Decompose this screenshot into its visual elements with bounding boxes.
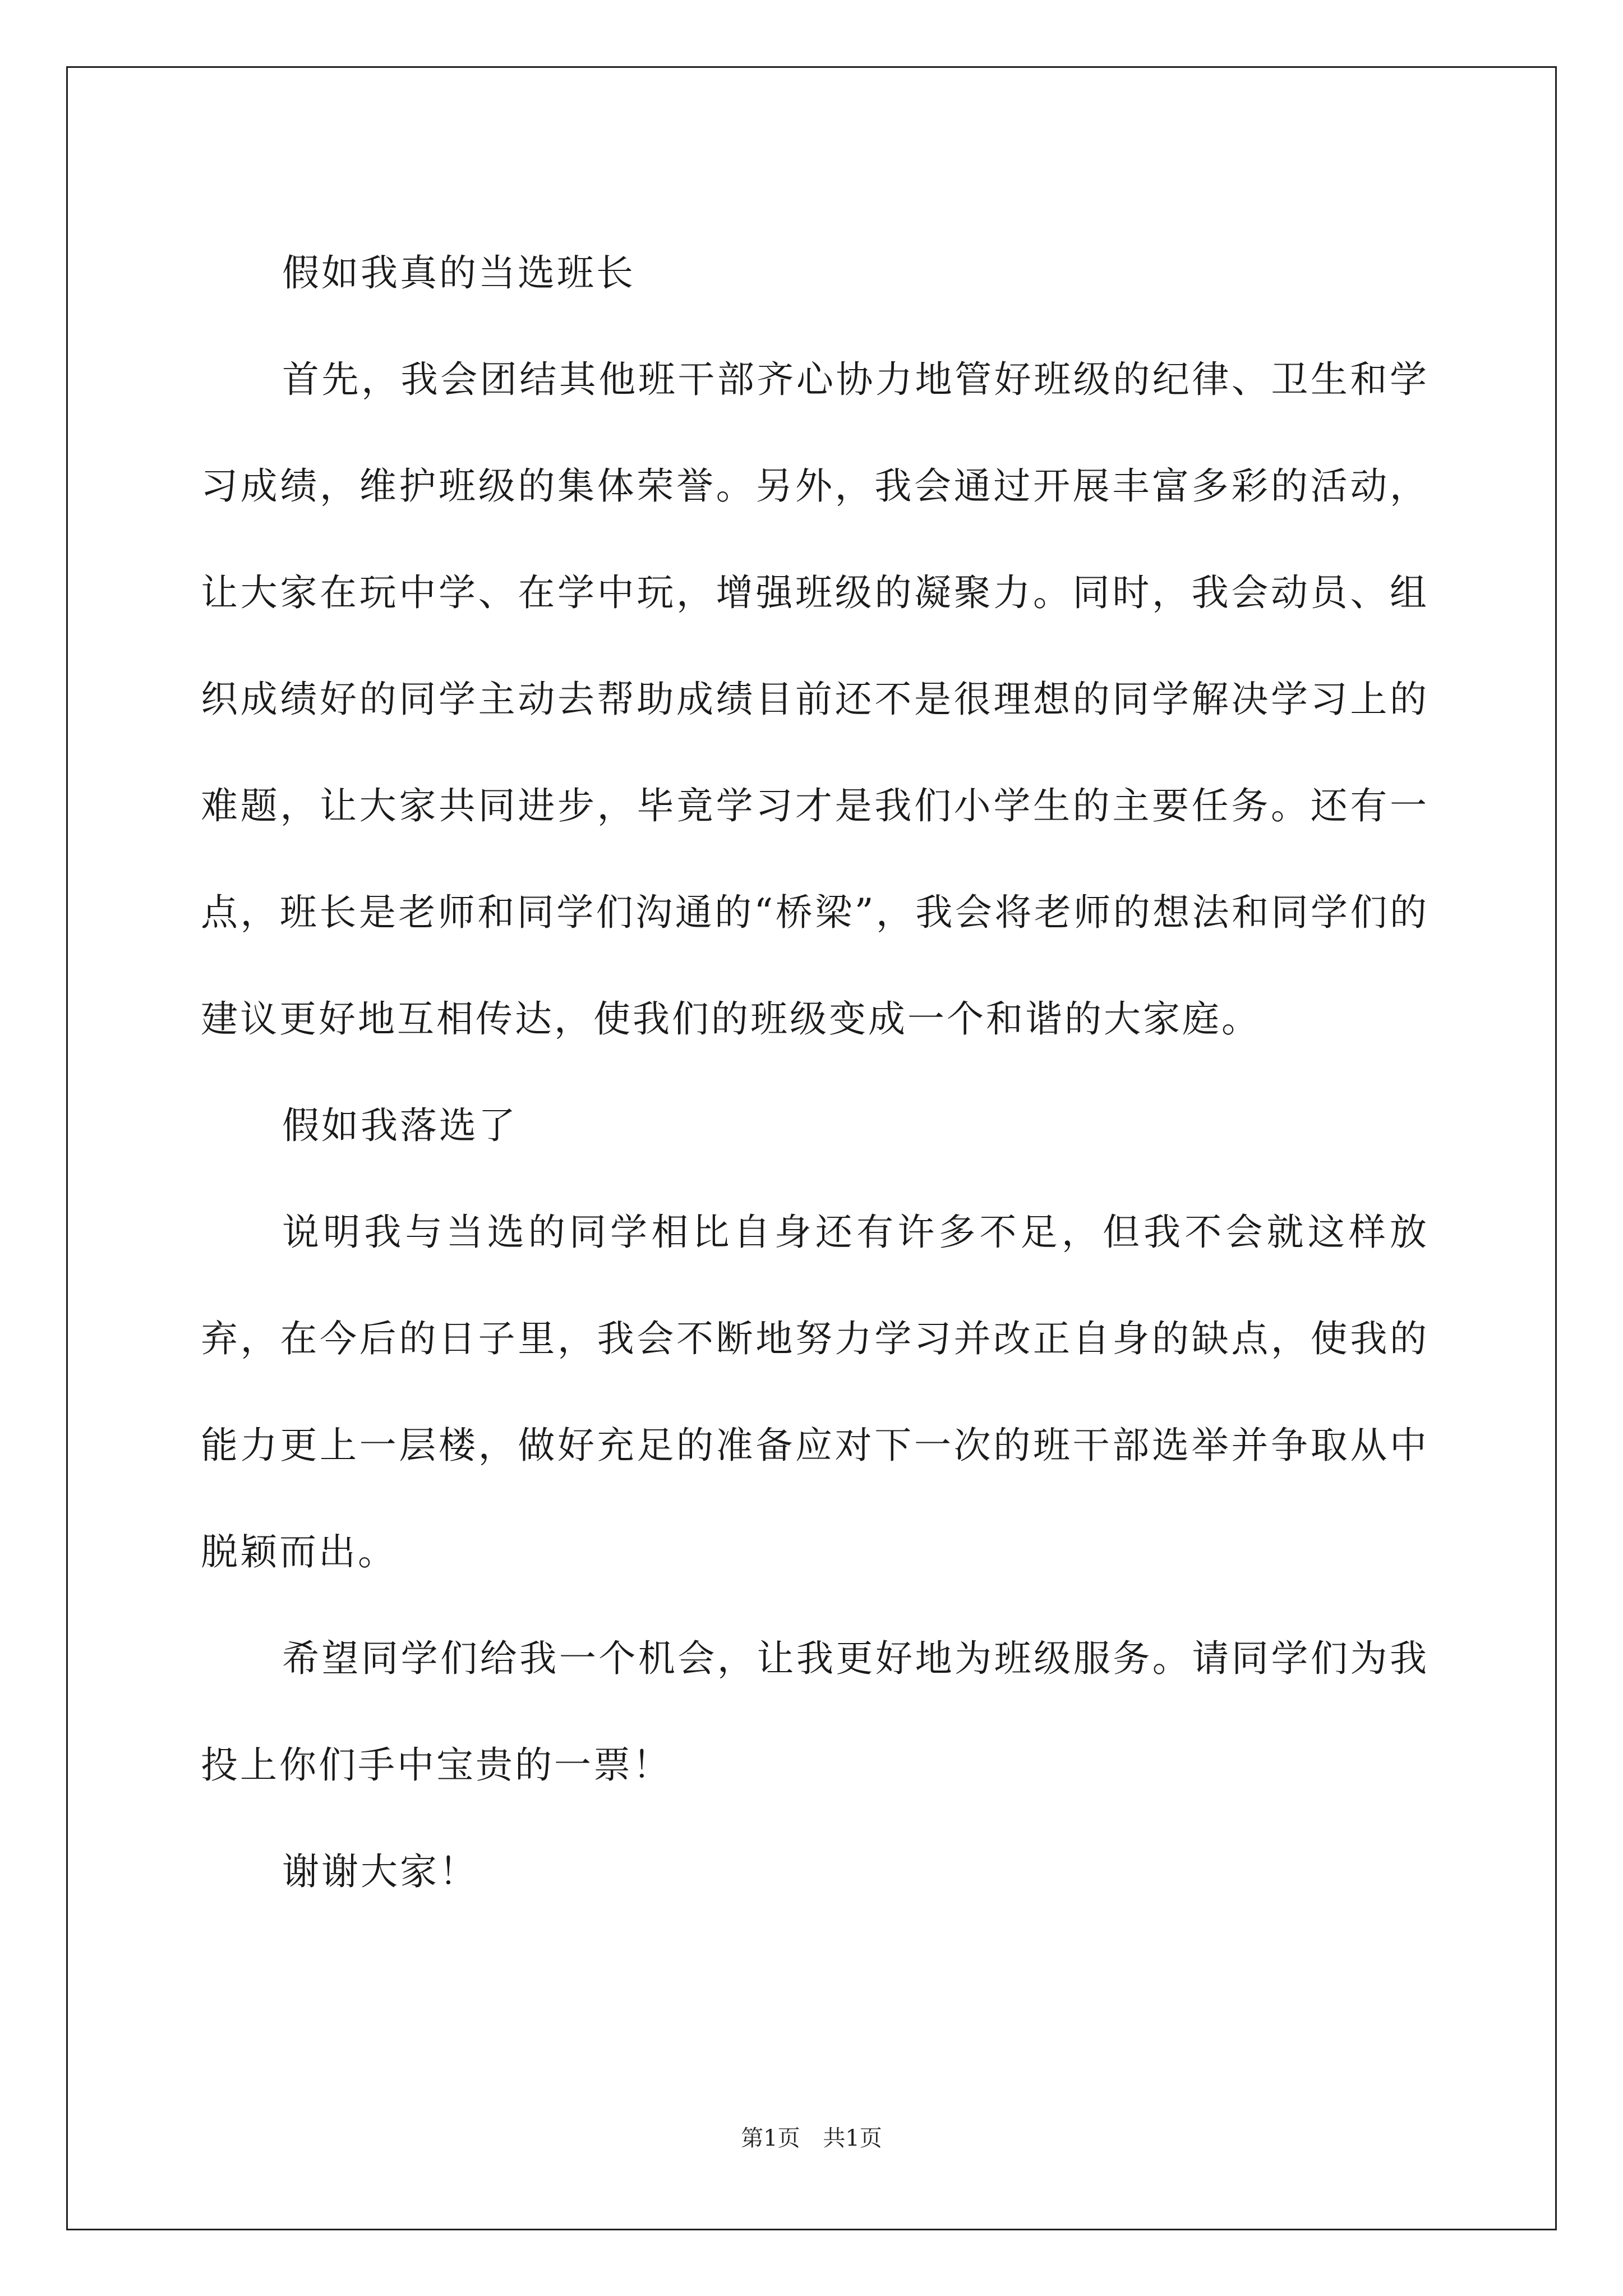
paragraph-thanks: 谢谢大家！ [282,1850,478,1893]
paragraph-plans: 首先，我会团结其他班干部齐心协力地管好班级的纪律、卫生和学习成绩，维护班级的集体荣誉。另外，我会通过开展丰富多彩的活动，让大家在玩中学、在学中玩，增强班级的凝聚力。同时，我会动员、组织成绩好的同学主动去帮助成绩目前还不是很理想的同学解决学习上的难题，让大家共同进步，毕竟学习才是我们小学生的主要任务。还有一点，班长是老师和同学们沟通的“桥梁”，我会将老师的想法和同学们的建议更好地互相传达，使我们的班级变成一个和谐的大家庭。 [201,358,1429,1041]
section-heading-not-elected: 假如我落选了 [282,1104,518,1147]
paragraph-appeal: 希望同学们给我一个机会，让我更好地为班级服务。请同学们为我投上你们手中宝贵的一票！ [201,1637,1429,1787]
page-footer [0,2120,1623,2152]
section-heading-elected: 假如我真的当选班长 [282,251,635,295]
page-total: 共1页 [823,2125,882,2151]
paragraph-not-elected: 说明我与当选的同学相比自身还有许多不足，但我不会就这样放弃，在今后的日子里，我会不断地努力学习并改正自身的缺点，使我的能力更上一层楼，做好充足的准备应对下一次的班干部选举并争取从中脱颖而出。 [201,1211,1429,1573]
page-number: 第1页 [741,2125,800,2151]
document-body [201,220,1429,1925]
